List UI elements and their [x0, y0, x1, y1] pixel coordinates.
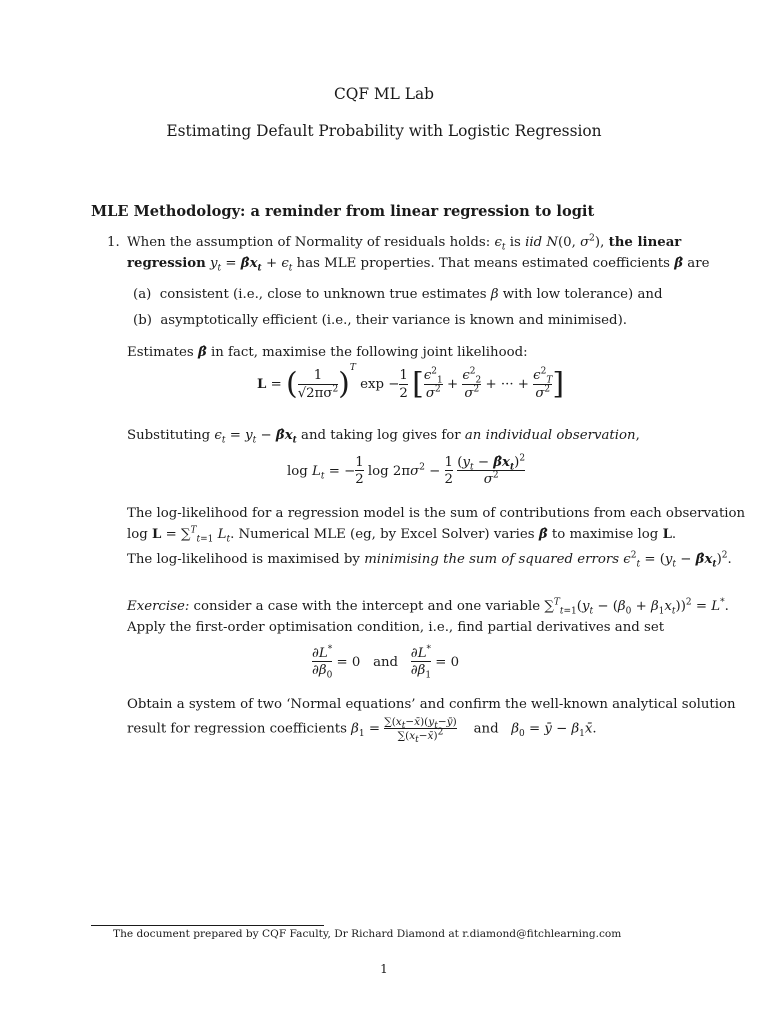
page-number: 1: [380, 962, 388, 976]
section-heading: MLE Methodology: a reminder from linear regression to logit: [91, 203, 595, 220]
exercise-line1: Exercise: consider a case with the intercept and one variable $\sum^T_{t=1}(y_t - (\beta_0 + \beta_1x_t))^2 = L^*$.: [127, 597, 729, 617]
footnote: The document prepared by CQF Faculty, Dr Richard Diamond at r.diamond@fitchlearning.com: [113, 928, 622, 940]
partial-derivative-conditions: $\frac{\partial L^*}{\partial\beta_0}$ = 0 and $\frac{\partial L^*}{\partial\beta_1}$ = 0: [312, 644, 460, 681]
para-substituting: Substituting $\epsilon_t = y_t$ − $\betâx_t$ and taking log gives for an individual observation,: [127, 428, 640, 446]
footnote-rule: [91, 925, 324, 926]
obtain-line2: result for regression coefficients $\beta_1$ = $\frac{\sum(x_t-x̄)(y_t-ȳ)}{\sum(x_t-x̄)^2}$ and $\beta_0$ = ȳ − $\beta_1x̄$.: [127, 716, 597, 746]
page-subtitle: Estimating Default Probability with Logistic Regression: [166, 122, 602, 140]
para-loglik-line2: log L = ∑$^T_{t=1}$ $L_t$. Numerical MLE (eg, by Excel Solver) varies β̂ to maximise log L.: [127, 525, 677, 545]
likelihood-equation: L = ( $\frac{1}{√2\pi\sigma^2}$ )$^T$ exp − $\frac{1}{2}$ [ $\frac{\epsilon^2_1}{\sigma^2}$ + $\frac{\epsilon^2_2}{\sigma^2}$ + ··· + $\frac{\epsilon^2_T}{\sigma^2}$ ]: [257, 363, 565, 402]
sublist-item-a: (a) consistent (i.e., close to unknown true estimates β with low tolerance) and: [133, 287, 663, 302]
para-estimates: Estimates β̂ in fact, maximise the following joint likelihood:: [127, 345, 528, 360]
obtain-line1: Obtain a system of two ‘Normal equations’ and confirm the well-known analytical solution: [127, 697, 736, 712]
exercise-line2: Apply the first-order optimisation condition, i.e., find partial derivatives and set: [127, 620, 665, 635]
item1-line2: regression $y_t$ = $\betâx_t + \epsilon_t$ has MLE properties. That means estimated coefficients β̂ are: [127, 256, 710, 274]
page-title: CQF ML Lab: [333, 85, 435, 103]
item1-line1: When the assumption of Normality of residuals holds: $\epsilon_t$ is iid N(0, $\sigma^2$), the linear: [127, 233, 682, 253]
para-loglik-line1: The log-likelihood for a regression model is the sum of contributions from each observation: [127, 506, 746, 521]
list-item-number: 1.: [107, 235, 120, 250]
log-likelihood-equation: $\log L_t$ = − $\frac{1}{2}$ $\log 2\pi\sigma^2$ − $\frac{1}{2}$ $\frac{(y_t - \betâx_t)^2}{\sigma^2}$: [287, 453, 526, 488]
sublist-item-b: (b) asymptotically efficient (i.e., their variance is known and minimised).: [133, 313, 627, 328]
para-max: The log-likelihood is maximised by minimising the sum of squared errors $\epsilon^2_t = (y_t$ − $\betâx_t)^2$.: [127, 550, 732, 570]
